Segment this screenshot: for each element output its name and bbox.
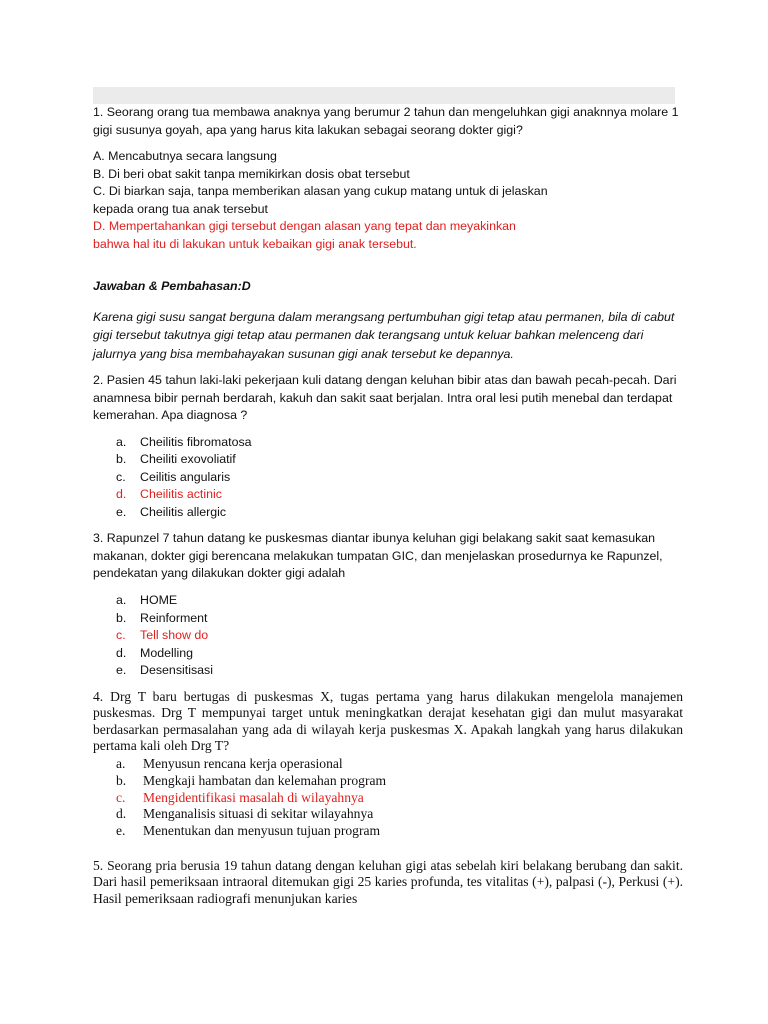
question-text: 5. Seorang pria berusia 19 tahun datang dengan keluhan gigi atas sebelah kiri belakang berubang dan sakit. Dari hasil pemeriksaan intraoral ditemukan gigi 25 karies profunda, tes vitalitas (+), palpasi (-), Perkusi (+). Hasil pemeriksaan radiografi menunjukan karies xyxy=(93,857,683,906)
option-a: a. HOME xyxy=(116,592,178,607)
options-list xyxy=(93,756,683,840)
option-d: d. Menganalisis situasi di sekitar wilayahnya xyxy=(116,806,374,822)
options-list xyxy=(93,592,683,680)
option-c-correct: c. Mengidentifikasi masalah di wilayahnya xyxy=(116,789,364,805)
document-page xyxy=(93,104,683,907)
option-c-correct: c. Tell show do xyxy=(116,628,209,643)
options-list xyxy=(93,148,683,253)
question-3 xyxy=(93,530,683,679)
header-bar xyxy=(93,87,675,104)
serif-section xyxy=(93,689,683,907)
question-5 xyxy=(93,858,683,908)
option-e: e. Cheilitis allergic xyxy=(116,504,227,519)
question-1 xyxy=(93,104,683,363)
question-text: 3. Rapunzel 7 tahun datang ke puskesmas diantar ibunya keluhan gigi belakang sakit saat kemasukan makanan, dokter gigi berencana melakukan tumpatan GIC, dan menjelaskan prosedurnya ke Rapunzel, pendekatan yang dilakukan dokter gigi adalah xyxy=(93,531,663,581)
option-a: A. Mencabutnya secara langsung xyxy=(93,149,277,163)
option-e: e. Desensitisasi xyxy=(116,663,213,678)
option-a: a. Cheilitis fibromatosa xyxy=(116,434,252,449)
option-b: b. Mengkaji hambatan dan kelemahan program xyxy=(116,772,387,788)
option-b: b. Reinforment xyxy=(116,610,208,625)
option-b: b. Cheiliti exovoliatif xyxy=(116,452,236,467)
answer-explanation: Karena gigi susu sangat berguna dalam merangsang pertumbuhan gigi tetap atau permanen, bila di cabut gigi tersebut takutnya gigi tetap atau permanen dak terangsang untuk keluar bahkan melenceng dari jalurnya yang bisa membahayakan susunan gigi anak tersebut ke depannya. xyxy=(93,309,675,361)
option-a: a. Menyusun rencana kerja operasional xyxy=(116,755,343,771)
option-d-correct: D. Mempertahankan gigi tersebut dengan alasan yang tepat dan meyakinkan bahwa hal itu di lakukan untuk kebaikan gigi anak tersebut. xyxy=(93,219,516,251)
question-text: 1. Seorang orang tua membawa anaknya yang berumur 2 tahun dan mengeluhkan gigi anaknnya molare 1 gigi susunya goyah, apa yang harus kita lakukan sebagai seorang dokter gigi? xyxy=(93,105,679,137)
question-text: 4. Drg T baru bertugas di puskesmas X, tugas pertama yang harus dilakukan mengelola manajemen puskesmas. Drg T mempunyai target untuk meningkatkan derajat kesehatan gigi dan mulut masyarakat berdasarkan permasalahan yang ada di wilayah kerja puskesmas X. Apakah langkah yang harus dilakukan pertama kali oleh Drg T? xyxy=(93,688,683,754)
answer-heading: Jawaban & Pembahasan:D xyxy=(93,279,251,293)
options-list xyxy=(93,434,683,522)
question-2 xyxy=(93,372,683,521)
option-d: d. Modelling xyxy=(116,645,194,660)
option-b: B. Di beri obat sakit tanpa memikirkan dosis obat tersebut xyxy=(93,166,410,181)
option-d-correct: d. Cheilitis actinic xyxy=(116,487,222,502)
question-text: 2. Pasien 45 tahun laki-laki pekerjaan kuli datang dengan keluhan bibir atas dan bawah pecah-pecah. Dari anamnesa bibir pernah berdarah, kakuh dan sakit saat berjalan. Intra oral lesi putih menebal dan terdapat kemerahan. Apa diagnosa ? xyxy=(93,373,677,422)
option-c: C. Di biarkan saja, tanpa memberikan alasan yang cukup matang untuk di jelaskan kepada orang tua anak tersebut xyxy=(93,184,548,216)
option-e: e. Menentukan dan menyusun tujuan program xyxy=(116,823,381,839)
question-4 xyxy=(93,689,683,840)
option-c: c. Ceilitis angularis xyxy=(116,469,231,484)
